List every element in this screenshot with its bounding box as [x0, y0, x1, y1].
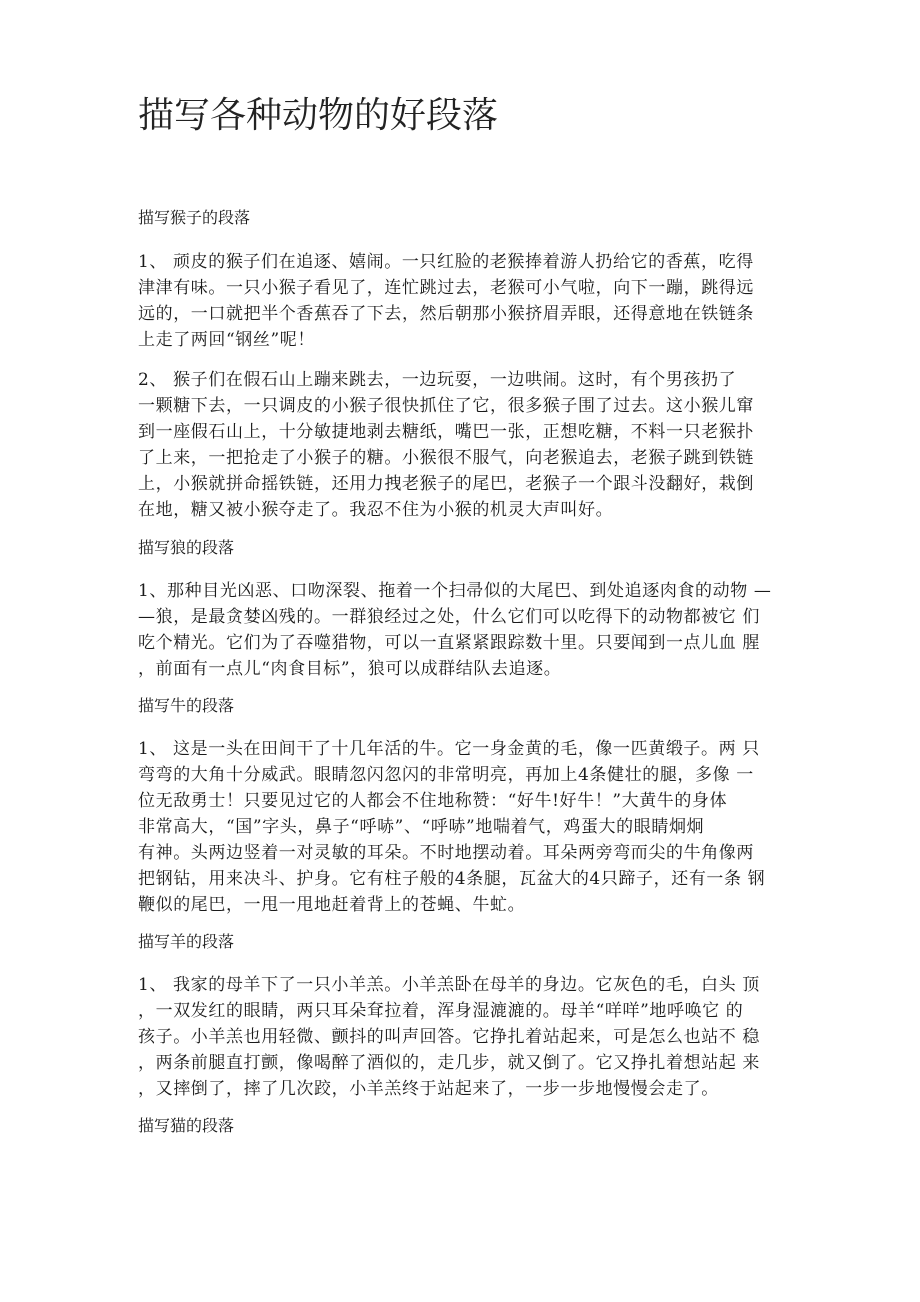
section-heading-wolf: 描写狼的段落: [138, 538, 235, 557]
document-title: 描写各种动物的好段落: [138, 95, 499, 136]
paragraph-line: ，两条前腿直打颤，像喝醉了酒似的，走几步，就又倒了。它又挣扎着想站起 来: [138, 1053, 761, 1073]
paragraph-line: 把钢钻，用来决斗、护身。它有柱子般的4条腿，瓦盆大的4只蹄子，还有一条 钢: [138, 869, 766, 889]
paragraph-line: 非常高大，“国”字头，鼻子“呼哧”、“呼哧”地喘着气，鸡蛋大的眼睛炯炯: [138, 817, 705, 837]
paragraph-wolf-1: [138, 578, 788, 682]
paragraph-line: 到一座假石山上，十分敏捷地剥去糖纸，嘴巴一张，正想吃糖，不料一只老猴扑: [138, 422, 754, 442]
paragraph-monkey-1: [138, 249, 788, 353]
paragraph-line: 1、那种目光凶恶、口吻深裂、拖着一个扫帚似的大尾巴、到处追逐肉食的动物 —: [138, 581, 772, 601]
paragraph-line: 有神。头两边竖着一对灵敏的耳朵。不时地摆动着。耳朵两旁弯而尖的牛角像两: [138, 843, 754, 863]
section-heading-sheep: 描写羊的段落: [138, 932, 235, 951]
paragraph-line: 鞭似的尾巴，一甩一甩地赶着背上的苍蝇、牛虻。: [138, 895, 526, 915]
paragraph-line: 在地，糖又被小猴夺走了。我忍不住为小猴的机灵大声叫好。: [138, 500, 614, 520]
section-heading-cat: 描写猫的段落: [138, 1116, 235, 1135]
section-heading-monkey: 描写猴子的段落: [138, 208, 251, 227]
paragraph-line: 上，小猴就拼命摇铁链，还用力拽老猴子的尾巴，老猴子一个跟斗没翻好，栽倒: [138, 474, 754, 494]
paragraph-cow-1: [138, 736, 788, 918]
paragraph-line: ，前面有一点儿“肉食目标”，狼可以成群结队去追逐。: [138, 659, 562, 679]
paragraph-line: 上走了两回“钢丝”呢！: [138, 330, 315, 350]
paragraph-line: 远的，一口就把半个香蕉吞了下去，然后朝那小猴挤眉弄眼，还得意地在铁链条: [138, 304, 754, 324]
paragraph-line: 2、 猴子们在假石山上蹦来跳去，一边玩耍，一边哄闹。这时，有个男孩扔了: [138, 370, 737, 390]
paragraph-line: 孩子。小羊羔也用轻微、颤抖的叫声回答。它挣扎着站起来，可是怎么也站不 稳: [138, 1027, 761, 1047]
paragraph-line: 津津有味。一只小猴子看见了，连忙跳过去，老猴可小气啦，向下一蹦，跳得远: [138, 278, 754, 298]
section-heading-cow: 描写牛的段落: [138, 696, 235, 715]
paragraph-line: 弯弯的大角十分威武。眼睛忽闪忽闪的非常明亮，再加上4条健壮的腿，多像 一: [138, 765, 754, 785]
paragraph-line: ，又摔倒了，摔了几次跤，小羊羔终于站起来了，一步一步地慢慢会走了。: [138, 1079, 719, 1099]
paragraph-line: 1、 这是一头在田间干了十几年活的牛。它一身金黄的毛，像一匹黄缎子。两 只: [138, 739, 760, 759]
paragraph-line: 一颗糖下去，一只调皮的小猴子很快抓住了它，很多猴子围了过去。这小猴儿窜: [138, 396, 754, 416]
paragraph-line: 1、 我家的母羊下了一只小羊羔。小羊羔卧在母羊的身边。它灰色的毛，白头 顶: [138, 975, 760, 995]
paragraph-line: —狼，是最贪婪凶残的。一群狼经过之处，什么它们可以吃得下的动物都被它 们: [138, 607, 761, 627]
paragraph-line: 1、 顽皮的猴子们在追逐、嬉闹。一只红脸的老猴捧着游人扔给它的香蕉，吃得: [138, 252, 754, 272]
paragraph-line: 吃个精光。它们为了吞噬猎物，可以一直紧紧跟踪数十里。只要闻到一点儿血 腥: [138, 633, 761, 653]
paragraph-monkey-2: [138, 367, 788, 523]
paragraph-line: ，一双发红的眼睛，两只耳朵耷拉着，浑身湿漉漉的。母羊“咩咩”地呼唤它 的: [138, 1001, 744, 1021]
paragraph-line: 了上来，一把抢走了小猴子的糖。小猴很不服气，向老猴追去，老猴子跳到铁链: [138, 448, 754, 468]
paragraph-sheep-1: [138, 972, 788, 1102]
paragraph-line: 位无敌勇士！只要见过它的人都会不住地称赞：“好牛!好牛！”大黄牛的身体: [138, 791, 728, 811]
